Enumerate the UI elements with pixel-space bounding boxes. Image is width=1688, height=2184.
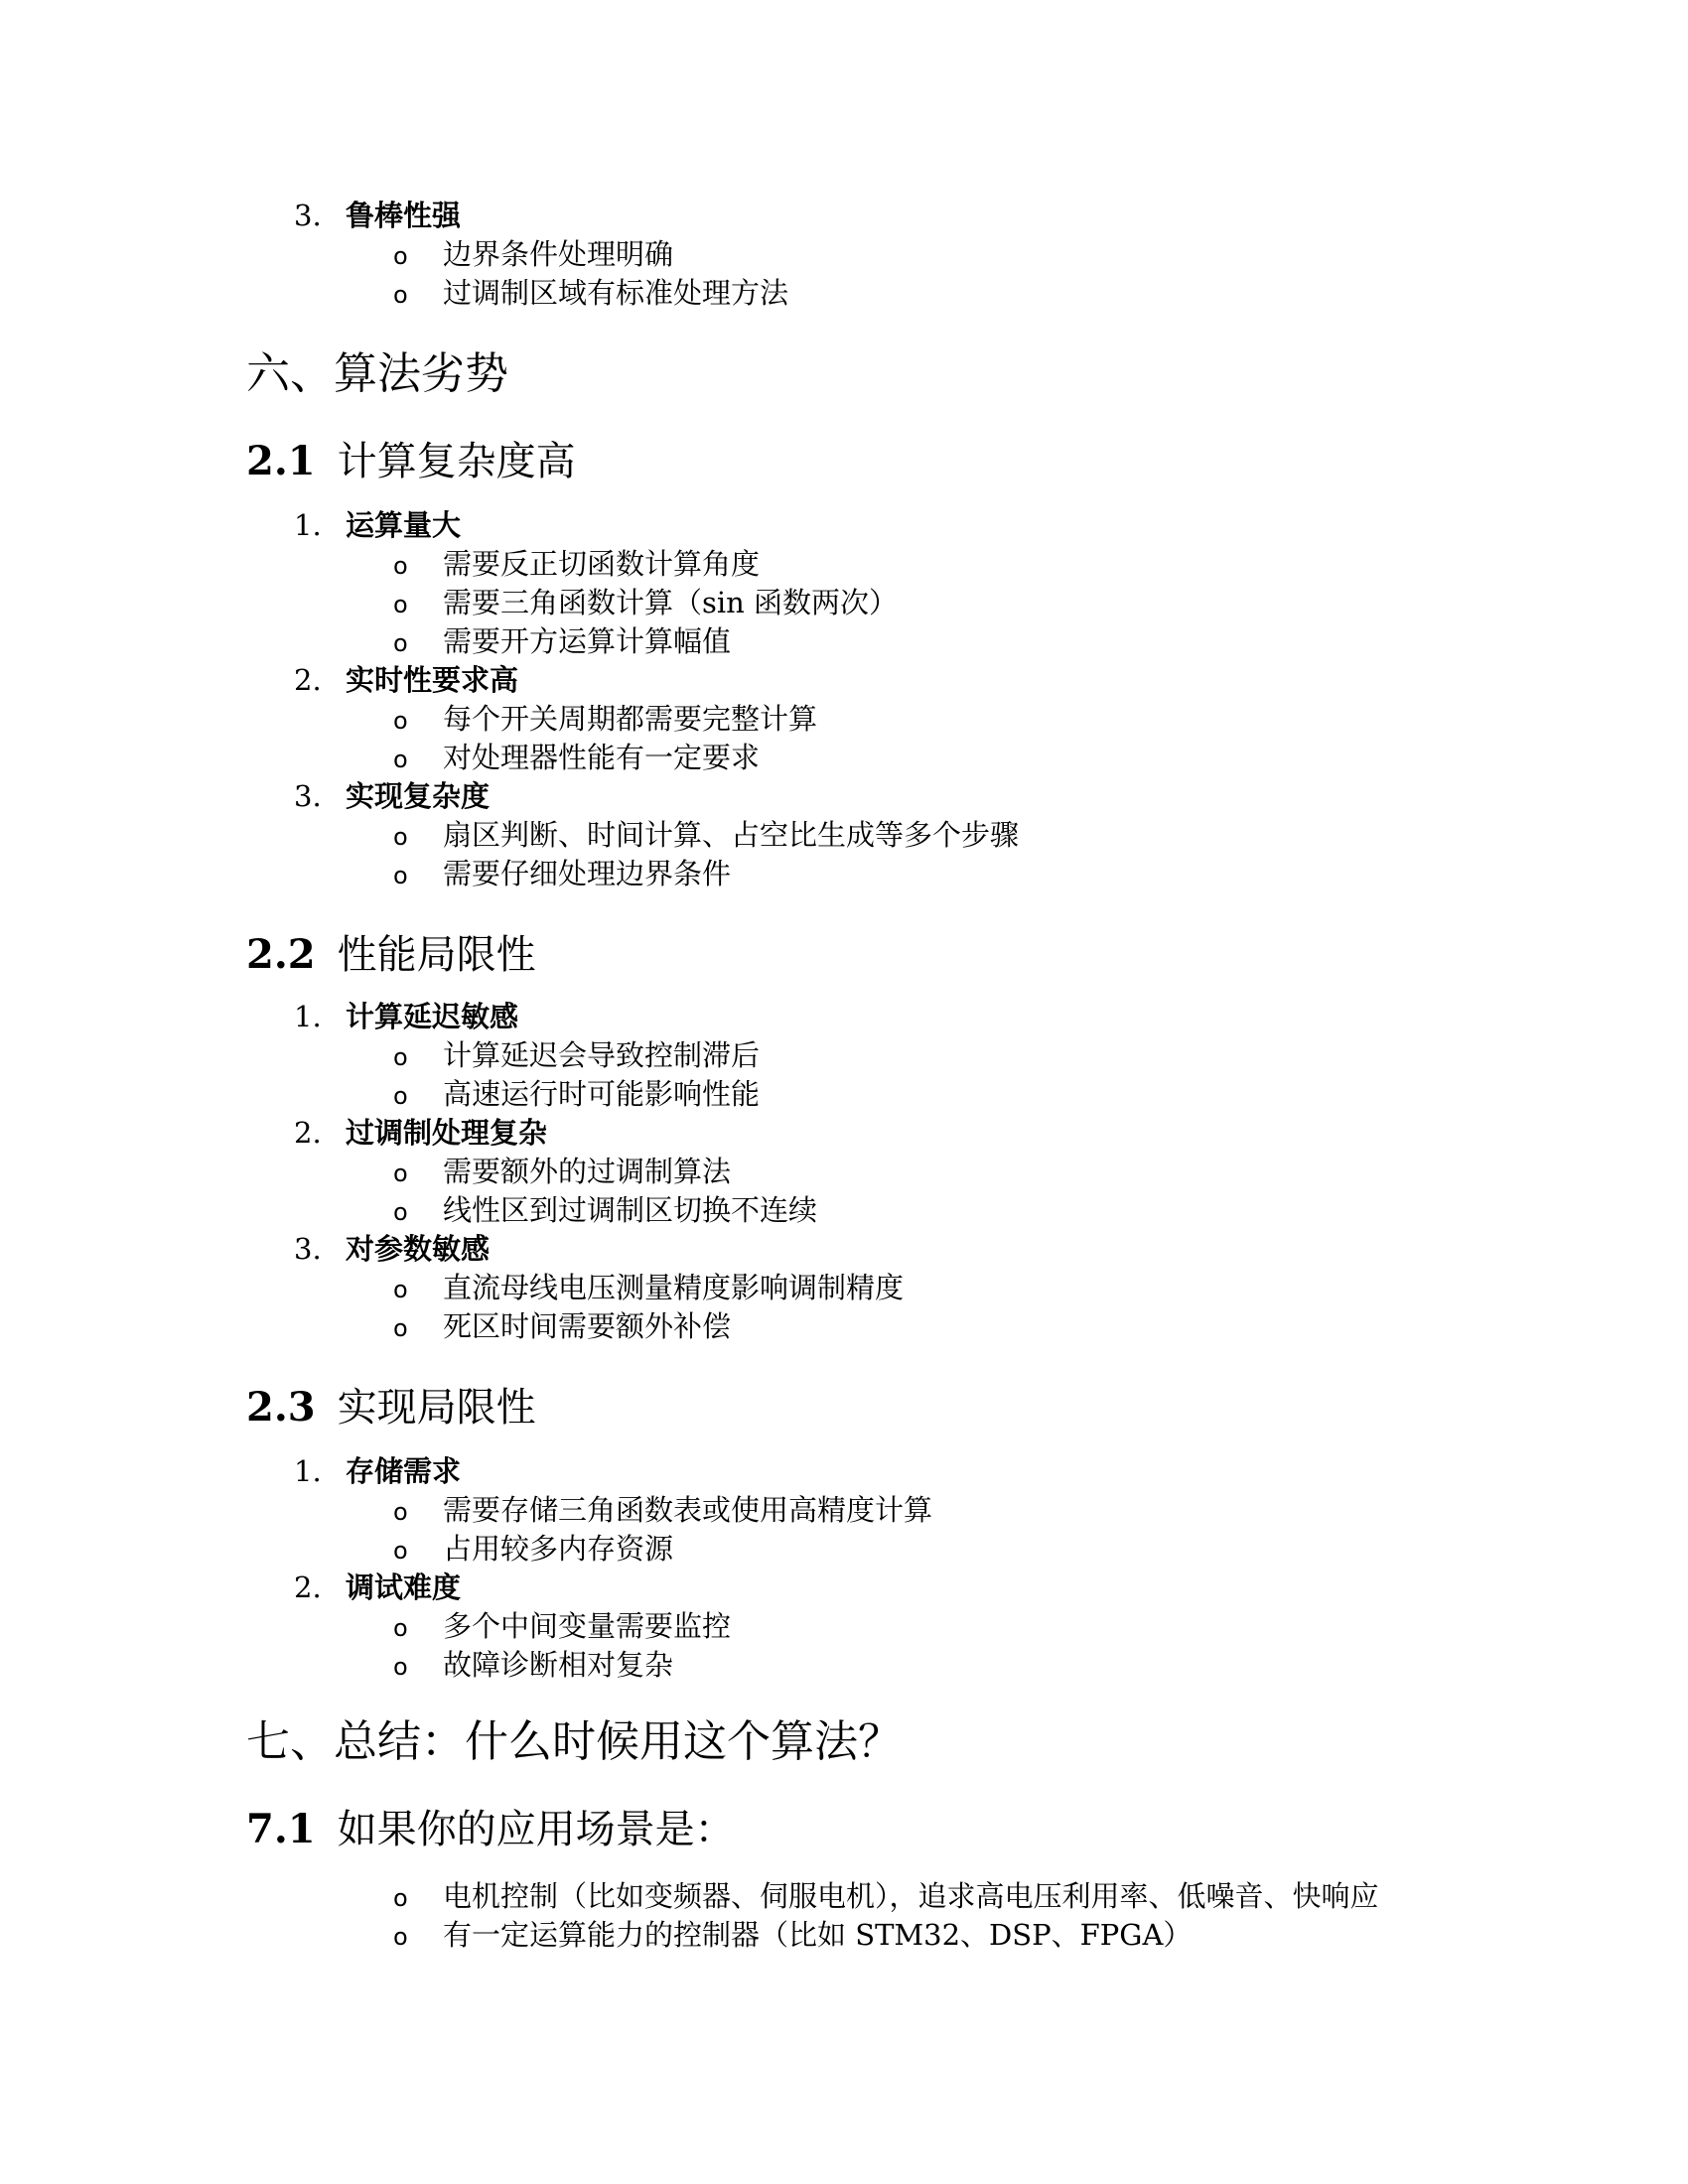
bullet-icon: o: [393, 746, 408, 773]
sub-item: o 需要反正切函数计算角度: [393, 544, 760, 584]
sub-item: o 过调制区域有标准处理方法: [393, 273, 788, 313]
list-item: 1. 存储需求: [294, 1454, 462, 1488]
sub-item: o 电机控制（比如变频器、伺服电机），追求高电压利用率、低噪音、快响应: [393, 1876, 1379, 1916]
bullet-icon: o: [393, 1498, 408, 1526]
bullet-icon: o: [393, 1923, 408, 1951]
list-item-robustness: 3. 鲁棒性强: [294, 199, 462, 232]
bullet-icon: o: [393, 823, 408, 851]
sub-item: o 计算延迟会导致控制滞后: [393, 1035, 760, 1075]
bullet-icon: o: [393, 281, 408, 309]
bullet-icon: o: [393, 1198, 408, 1226]
sub-item: o 多个中间变量需要监控: [393, 1606, 731, 1646]
sub-item: o 死区时间需要额外补偿: [393, 1306, 731, 1346]
bullet-icon: o: [393, 552, 408, 580]
sub-item: o 边界条件处理明确: [393, 234, 673, 274]
bullet-icon: o: [393, 1043, 408, 1071]
section-heading-disadvantages: 六、算法劣势: [246, 348, 508, 399]
bullet-icon: o: [393, 1884, 408, 1912]
list-item: 1. 运算量大: [294, 508, 462, 542]
subsection-heading-implementation: 2.3 实现局限性: [246, 1384, 536, 1431]
bullet-icon: o: [393, 1537, 408, 1565]
subsection-heading-complexity: 2.1 计算复杂度高: [246, 438, 576, 484]
sub-item: o 扇区判断、时间计算、占空比生成等多个步骤: [393, 815, 1019, 855]
bullet-icon: o: [393, 1314, 408, 1342]
bullet-icon: o: [393, 862, 408, 889]
bullet-icon: o: [393, 629, 408, 657]
sub-item: o 需要三角函数计算（sin 函数两次）: [393, 583, 898, 622]
sub-item: o 每个开关周期都需要完整计算: [393, 699, 817, 739]
sub-item: o 直流母线电压测量精度影响调制精度: [393, 1268, 904, 1307]
sub-item: o 故障诊断相对复杂: [393, 1645, 673, 1685]
sub-item: o 线性区到过调制区切换不连续: [393, 1190, 817, 1230]
sub-item: o 高速运行时可能影响性能: [393, 1074, 760, 1114]
sub-item: o 有一定运算能力的控制器（比如 STM32、DSP、FPGA）: [393, 1915, 1192, 1955]
bullet-icon: o: [393, 591, 408, 618]
sub-item: o 需要额外的过调制算法: [393, 1152, 731, 1191]
subsection-heading-scenario: 7.1 如果你的应用场景是：: [246, 1806, 735, 1852]
list-item: 2. 调试难度: [294, 1570, 462, 1604]
sub-item: o 占用较多内存资源: [393, 1529, 673, 1569]
subsection-heading-performance: 2.2 性能局限性: [246, 931, 536, 978]
bullet-icon: o: [393, 1653, 408, 1681]
bullet-icon: o: [393, 707, 408, 735]
sub-item: o 需要存储三角函数表或使用高精度计算: [393, 1490, 932, 1530]
list-item: 1. 计算延迟敏感: [294, 1000, 519, 1033]
bullet-icon: o: [393, 1082, 408, 1110]
list-item: 3. 实现复杂度: [294, 779, 491, 813]
sub-item: o 需要仔细处理边界条件: [393, 854, 731, 893]
list-item: 3. 对参数敏感: [294, 1232, 491, 1266]
bullet-icon: o: [393, 1160, 408, 1187]
section-heading-summary: 七、总结：什么时候用这个算法？: [246, 1716, 902, 1767]
list-item: 2. 过调制处理复杂: [294, 1116, 548, 1150]
bullet-icon: o: [393, 1614, 408, 1642]
list-item: 2. 实时性要求高: [294, 663, 519, 697]
bullet-icon: o: [393, 1276, 408, 1303]
sub-item: o 需要开方运算计算幅值: [393, 621, 731, 661]
sub-item: o 对处理器性能有一定要求: [393, 738, 760, 777]
bullet-icon: o: [393, 242, 408, 270]
